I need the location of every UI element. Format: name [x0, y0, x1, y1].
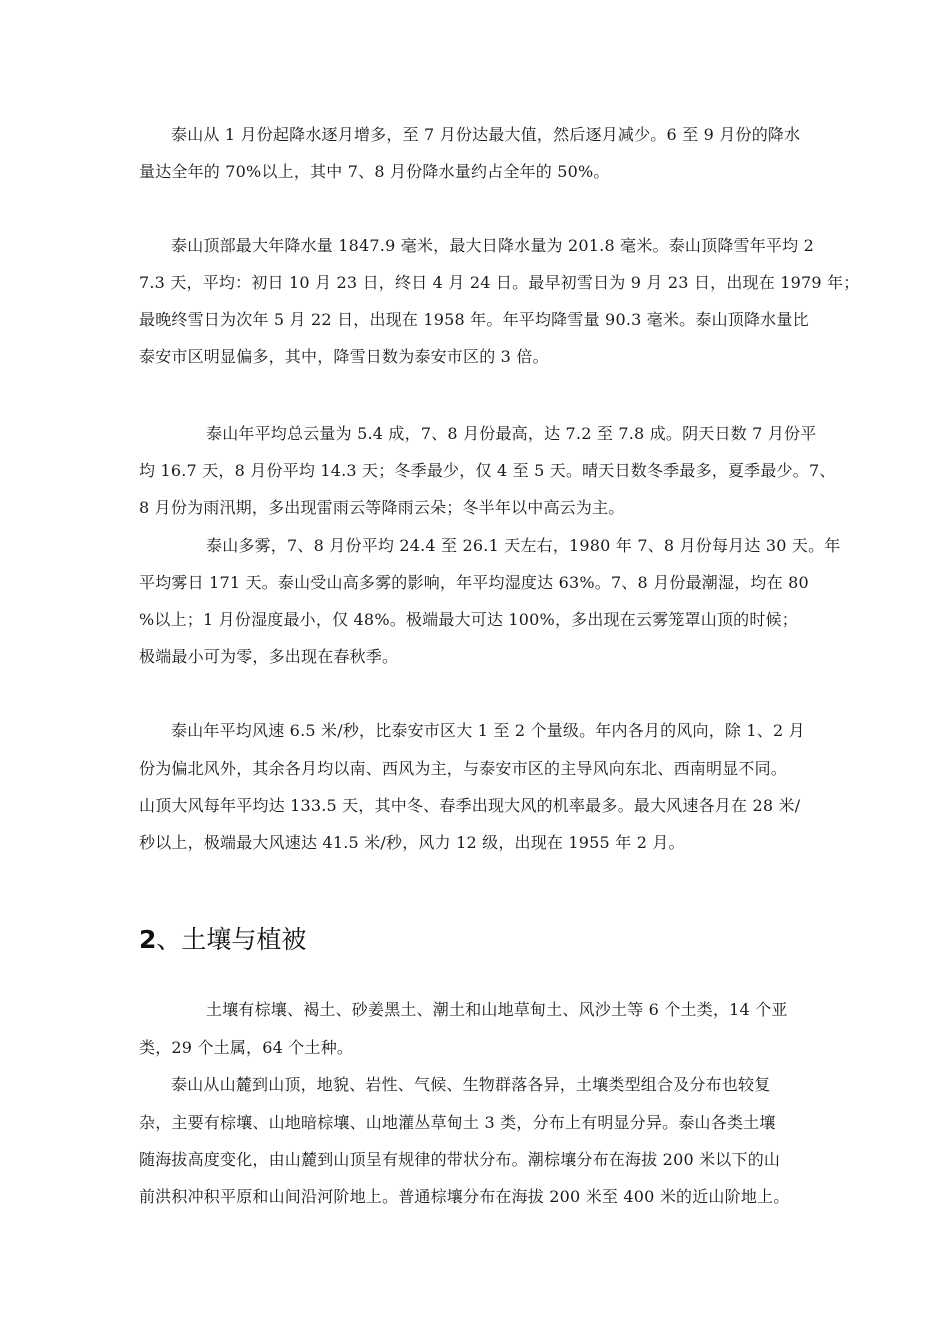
paragraph-soil-distribution-line-2: 杂，主要有棕壤、山地暗棕壤、山地灌丛草甸土 3 类，分布上有明显分异。泰山各类土壤	[139, 1113, 776, 1132]
paragraph-snow-line-2: 7.3 天，平均：初日 10 月 23 日，终日 4 月 24 日。最早初雪日为 9 月 23 日，出现在 1979 年；	[139, 273, 860, 292]
paragraph-soil-types-line-2: 类，29 个土属，64 个土种。	[139, 1038, 354, 1057]
section-heading	[139, 925, 306, 955]
paragraph-cloud-line-1: 泰山年平均总云量为 5.4 成，7、8 月份最高，达 7.2 至 7.8 成。阴天日数 7 月份平	[206, 424, 817, 443]
paragraph-cloud-line-3: 8 月份为雨汛期，多出现雷雨云等降雨云朵；冬半年以中高云为主。	[139, 498, 625, 517]
paragraph-wind-line-3: 山顶大风每年平均达 133.5 天，其中冬、春季出现大风的机率最多。最大风速各月在 28 米/	[139, 796, 801, 815]
paragraph-wind-line-2: 份为偏北风外，其余各月均以南、西风为主，与泰安市区的主导风向东北、西南明显不同。	[139, 759, 788, 778]
paragraph-soil-distribution-line-1: 泰山从山麓到山顶，地貌、岩性、气候、生物群落各异，土壤类型组合及分布也较复	[171, 1075, 771, 1094]
paragraph-soil-types-line-1: 土壤有棕壤、褐土、砂姜黑土、潮土和山地草甸土、风沙土等 6 个土类，14 个亚	[206, 1000, 788, 1019]
paragraph-snow-line-4: 泰安市区明显偏多，其中，降雪日数为泰安市区的 3 倍。	[139, 347, 549, 366]
paragraph-snow-line-1: 泰山顶部最大年降水量 1847.9 毫米，最大日降水量为 201.8 毫米。泰山顶降雪年平均 2	[171, 236, 814, 255]
paragraph-fog-line-1: 泰山多雾，7、8 月份平均 24.4 至 26.1 天左右，1980 年 7、8 月份每月达 30 天。年	[206, 536, 841, 555]
paragraph-cloud-line-2: 均 16.7 天，8 月份平均 14.3 天；冬季最少，仅 4 至 5 天。晴天日数冬季最多，夏季最少。7、	[139, 461, 836, 480]
paragraph-fog-line-4: 极端最小可为零，多出现在春秋季。	[139, 647, 399, 666]
paragraph-soil-distribution-line-3: 随海拔高度变化，由山麓到山顶呈有规律的带状分布。潮棕壤分布在海拔 200 米以下的山	[139, 1150, 781, 1169]
paragraph-precipitation-line-1: 泰山从 1 月份起降水逐月增多，至 7 月份达最大值，然后逐月减少。6 至 9 月份的降水	[171, 125, 801, 144]
paragraph-fog-line-2: 平均雾日 171 天。泰山受山高多雾的影响，年平均湿度达 63%。7、8 月份最潮湿，均在 80	[139, 573, 809, 592]
paragraph-snow-line-3: 最晚终雪日为次年 5 月 22 日，出现在 1958 年。年平均降雪量 90.3 毫米。泰山顶降水量比	[139, 310, 809, 329]
section-heading-text: 、土壤与植被	[156, 925, 307, 954]
section-heading-number: 2	[139, 925, 157, 954]
paragraph-fog-line-3: %以上；1 月份湿度最小，仅 48%。极端最大可达 100%，多出现在云雾笼罩山顶的时候；	[139, 610, 798, 629]
paragraph-wind-line-1: 泰山年平均风速 6.5 米/秒，比泰安市区大 1 至 2 个量级。年内各月的风向，除 1、2 月	[171, 721, 805, 740]
paragraph-wind-line-4: 秒以上，极端最大风速达 41.5 米/秒，风力 12 级，出现在 1955 年 2 月。	[139, 833, 685, 852]
paragraph-precipitation-line-2: 量达全年的 70%以上，其中 7、8 月份降水量约占全年的 50%。	[139, 162, 610, 181]
paragraph-soil-distribution-line-4: 前洪积冲积平原和山间沿河阶地上。普通棕壤分布在海拔 200 米至 400 米的近山阶地上。	[139, 1187, 790, 1206]
